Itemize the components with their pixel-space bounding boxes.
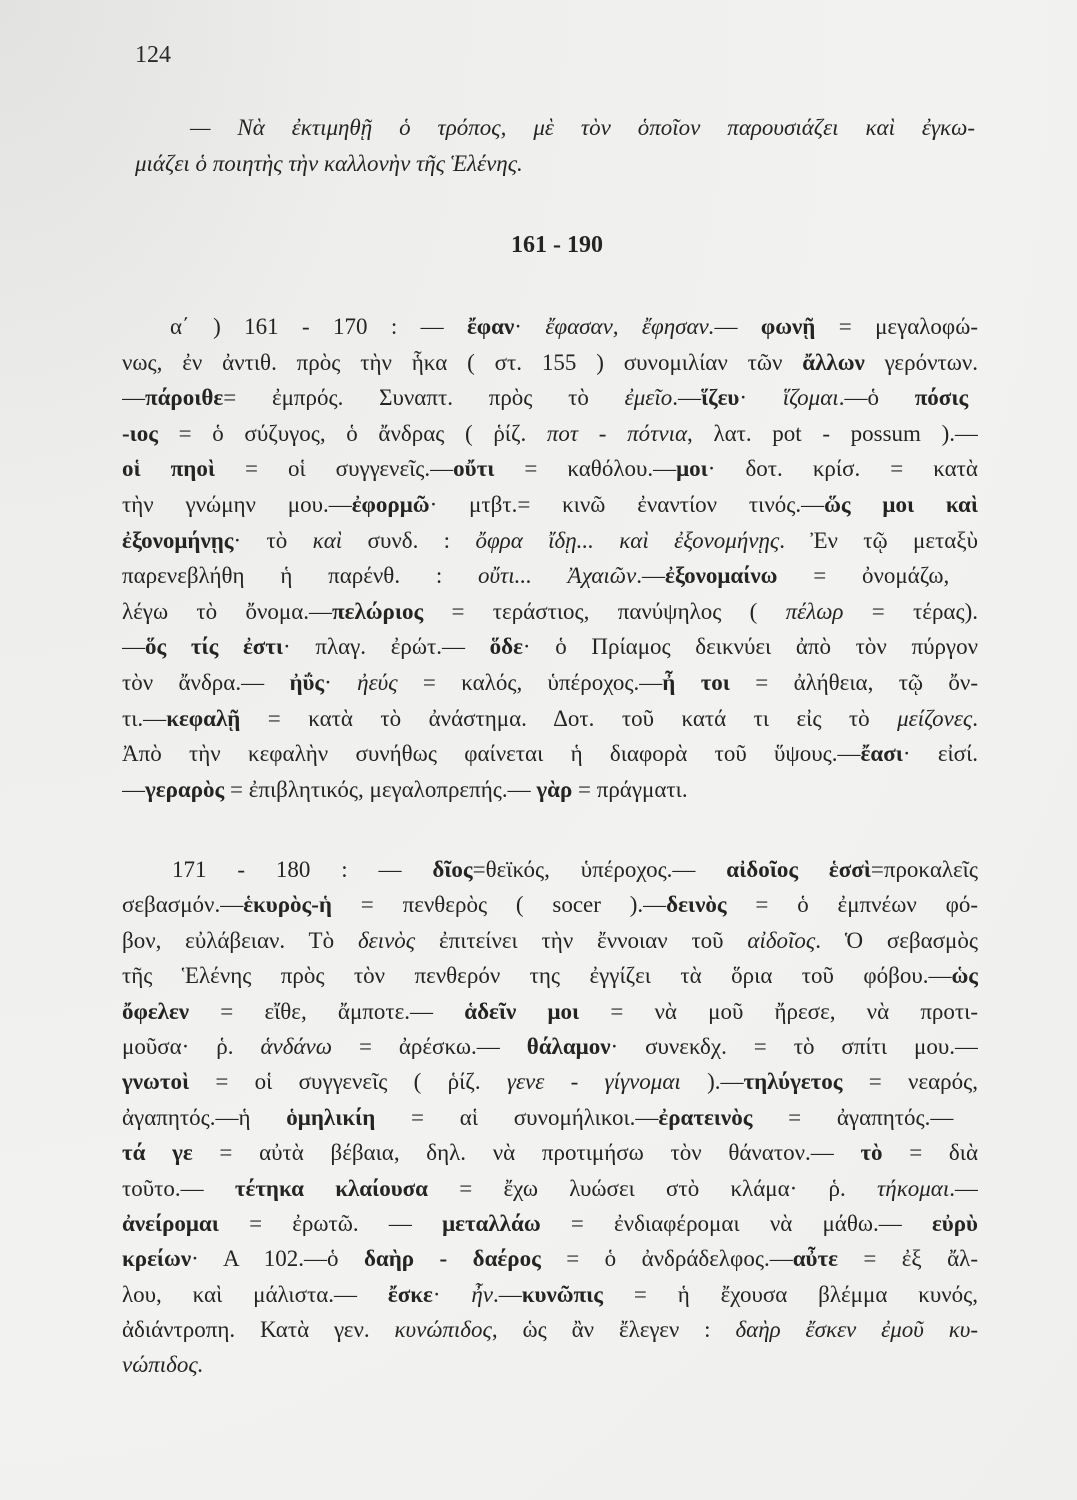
bold-term: ἵζευ bbox=[700, 385, 740, 411]
line-text bbox=[122, 634, 978, 659]
bold-term: τά γε bbox=[122, 1140, 193, 1166]
text-run: α΄ ) 161 - 170 : — bbox=[170, 314, 467, 339]
text-run: = ἀλήθεια, τῷ ὄν- bbox=[729, 669, 978, 695]
text-run: = κατὰ τὸ ἀνάστημα. Δοτ. τοῦ κατά τι εἰς τὸ bbox=[240, 705, 898, 731]
text-run: = νεαρός, bbox=[842, 1069, 978, 1095]
italic-text: δαὴρ ἔσκεν ἐμοῦ κυ- bbox=[735, 1317, 978, 1343]
text-line bbox=[122, 1277, 978, 1312]
text-line bbox=[122, 994, 978, 1029]
text-line bbox=[122, 736, 978, 772]
italic-text: ἔφασαν, ἔφησαν. bbox=[545, 314, 715, 339]
text-line bbox=[122, 558, 978, 594]
line-text bbox=[122, 1034, 978, 1059]
text-run: = καθόλου.— bbox=[494, 456, 677, 482]
bold-term: δαὴρ - δαέρος bbox=[363, 1246, 541, 1272]
text-run: .— bbox=[636, 563, 665, 589]
line-text bbox=[122, 1176, 978, 1201]
italic-text: κυνώπιδος bbox=[394, 1317, 492, 1343]
bold-term: ἔσκε bbox=[387, 1281, 433, 1307]
italic-text: ποτ - πότνια bbox=[546, 420, 688, 446]
text-run: τὴν γνώμην μου.— bbox=[122, 491, 352, 517]
text-line bbox=[122, 1100, 978, 1135]
text-run: τοῦτο.— bbox=[122, 1175, 235, 1201]
text-run: ).— bbox=[680, 1069, 744, 1095]
bold-term: ὅς τίς ἐστι bbox=[145, 634, 284, 660]
bold-term: τέτηκα κλαίουσα bbox=[234, 1175, 429, 1201]
text-run: · ὁ Πρίαμος δεικνύει ἀπὸ τὸν πύργον bbox=[522, 634, 978, 660]
line-text bbox=[135, 151, 523, 176]
text-run: . Ὁ σεβασμὸς bbox=[815, 927, 978, 953]
bold-term: ὄφελεν bbox=[122, 998, 190, 1024]
line-text bbox=[122, 1105, 953, 1130]
bold-term: κρείων bbox=[122, 1246, 192, 1272]
text-run: τι.— bbox=[122, 705, 167, 731]
bold-term: τηλύγετος bbox=[743, 1069, 843, 1095]
text-line bbox=[122, 1029, 978, 1064]
line-text bbox=[122, 492, 978, 517]
bold-term: εὐρὺ bbox=[931, 1210, 978, 1236]
bold-term: δῖος bbox=[432, 857, 473, 882]
text-line bbox=[135, 110, 975, 146]
line-text bbox=[122, 528, 978, 553]
bold-term: ἐφορμῶ bbox=[351, 491, 430, 517]
text-run: = πράγματι. bbox=[572, 776, 688, 802]
italic-text: γενε - γίγνομαι bbox=[506, 1069, 681, 1095]
text-run: · δοτ. κρίσ. = κατὰ bbox=[707, 456, 978, 482]
text-run: 171 - 180 : — bbox=[172, 857, 433, 882]
text-line bbox=[122, 1135, 978, 1170]
bold-term: ἔασι bbox=[860, 741, 903, 767]
text-line bbox=[122, 665, 978, 701]
text-run: = αὐτὰ βέβαια, δηλ. νὰ προτιμήσω τὸν θάνατον.— bbox=[192, 1140, 861, 1166]
text-run: · πλαγ. ἐρώτ.— bbox=[283, 634, 490, 660]
text-run: · Α 102.—ὁ bbox=[191, 1246, 364, 1272]
bold-term: ἑκυρὸς-ἡ bbox=[243, 892, 332, 918]
text-run: νως, ἐν ἀντιθ. πρὸς τὴν ἧκα ( στ. 155 ) συνομιλίαν τῶν bbox=[122, 349, 803, 375]
text-run: — bbox=[122, 776, 145, 802]
text-run: γερόντων. bbox=[864, 349, 978, 375]
bold-term: αὖτε bbox=[792, 1246, 838, 1272]
bold-term: τὸ bbox=[860, 1140, 883, 1166]
italic-text: αἰδοῖος bbox=[747, 927, 816, 953]
text-run: .— bbox=[672, 385, 701, 411]
text-line bbox=[122, 1241, 978, 1276]
text-run: = ἐξ ἄλ- bbox=[837, 1246, 978, 1272]
text-line bbox=[122, 1171, 978, 1206]
text-line bbox=[135, 146, 975, 182]
text-run: · bbox=[324, 669, 358, 695]
text-run: · bbox=[739, 385, 783, 411]
text-run: , λατ. pot - possum ).— bbox=[687, 420, 978, 446]
text-run: .— bbox=[493, 1281, 522, 1307]
bold-term: μοι bbox=[676, 456, 708, 482]
text-run: λέγω τὸ ὄνομα.— bbox=[122, 598, 333, 624]
text-run: συνδ. : bbox=[342, 527, 476, 553]
bold-term: ἀνείρομαι bbox=[122, 1210, 219, 1236]
text-line bbox=[122, 487, 978, 523]
text-line bbox=[122, 923, 978, 958]
text-run: ἀγαπητός.—ἡ bbox=[122, 1104, 287, 1130]
bold-term: ὁμηλικίη bbox=[286, 1104, 376, 1130]
text-run: . Ἐν τῷ μεταξὺ bbox=[779, 527, 978, 553]
text-run: = τέρας). bbox=[843, 598, 978, 624]
text-line bbox=[122, 1206, 978, 1241]
text-run: μιάζει ὁ ποιητὴς τὴν καλλονὴν τῆς Ἑλένης. bbox=[135, 151, 523, 176]
text-line bbox=[122, 1064, 978, 1099]
text-run: = διὰ bbox=[882, 1140, 978, 1166]
study-question bbox=[135, 110, 975, 182]
text-run: παρενεβλήθη ἡ παρένθ. : bbox=[122, 563, 478, 589]
text-run: , ὡς ἂν ἔλεγεν : bbox=[491, 1317, 736, 1343]
text-line bbox=[122, 629, 978, 665]
line-text bbox=[122, 1317, 978, 1342]
bold-term: μεταλλάω bbox=[442, 1210, 541, 1236]
commentary-paragraph-a bbox=[122, 309, 978, 807]
bold-term: ἐξονομαίνω bbox=[665, 563, 778, 589]
text-line bbox=[122, 345, 978, 381]
italic-text: ὄφρα ἴδῃ... καὶ ἐξονομήνῃς bbox=[475, 527, 780, 553]
text-line bbox=[122, 958, 978, 993]
line-text bbox=[122, 421, 978, 446]
text-run: =προκαλεῖς bbox=[870, 857, 978, 882]
text-run: . bbox=[972, 705, 978, 731]
text-run: · bbox=[432, 1281, 472, 1307]
text-run: = εἴθε, ἄμποτε.— bbox=[189, 998, 465, 1024]
bold-term: πόσις bbox=[914, 385, 969, 411]
text-run: = ὁ ἀνδράδελφος.— bbox=[540, 1246, 793, 1272]
text-run: = ἀρέσκω.— bbox=[331, 1033, 527, 1059]
text-line bbox=[122, 594, 978, 630]
bold-term: πάροιθε bbox=[145, 385, 224, 411]
italic-text: δεινὸς bbox=[357, 927, 416, 953]
text-run: — Νὰ ἐκτιμηθῇ ὁ τρόπος, μὲ τὸν ὁποῖον παρουσιάζει καὶ ἐγκω- bbox=[190, 115, 975, 140]
text-line bbox=[122, 701, 978, 737]
text-run: λου, καὶ μάλιστα.— bbox=[122, 1281, 388, 1307]
bold-term: πελώριος bbox=[332, 598, 424, 624]
text-run: · τὸ bbox=[233, 527, 313, 553]
text-run: =θεϊκός, ὑπέροχος.— bbox=[472, 857, 727, 882]
text-run: = ὁ σύζυγος, ὁ ἄνδρας ( ῥίζ. bbox=[158, 420, 547, 446]
italic-text: ἦν bbox=[471, 1281, 493, 1307]
italic-text: τήκομαι bbox=[877, 1175, 950, 1201]
line-text bbox=[170, 314, 978, 339]
bold-term: ἔφαν bbox=[466, 314, 515, 339]
bold-term: ἄλλων bbox=[802, 349, 865, 375]
text-line bbox=[122, 380, 978, 416]
text-run: = ἔχω λυώσει στὸ κλάμα· ῥ. bbox=[428, 1175, 878, 1201]
text-run: = ὁ ἐμπνέων φό- bbox=[726, 892, 978, 918]
line-text bbox=[122, 350, 978, 375]
text-run: Ἀπὸ τὴν κεφαλὴν συνήθως φαίνεται ἡ διαφορὰ τοῦ ὕψους.— bbox=[122, 741, 861, 767]
bold-term: οὔτι bbox=[453, 456, 495, 482]
text-line bbox=[122, 772, 978, 808]
bold-term: ἦ τοι bbox=[662, 669, 730, 695]
bold-term: ἐξονομήνῃς bbox=[122, 527, 234, 553]
bold-term: δεινὸς bbox=[666, 892, 727, 918]
text-line bbox=[122, 852, 978, 887]
line-text bbox=[122, 1069, 978, 1094]
bold-term: γνωτοὶ bbox=[122, 1069, 190, 1095]
italic-text: ἠεύς bbox=[357, 669, 398, 695]
text-run: · bbox=[514, 314, 546, 339]
italic-text: νώπιδος. bbox=[122, 1352, 204, 1378]
text-run: — bbox=[714, 314, 761, 339]
line-text bbox=[190, 115, 975, 140]
line-text bbox=[122, 892, 978, 917]
text-run: = ἐρωτῶ. — bbox=[218, 1210, 443, 1236]
text-run: = ἐνδιαφέρομαι νὰ μάθω.— bbox=[540, 1210, 932, 1236]
text-line bbox=[122, 523, 978, 559]
text-run: = ἡ ἔχουσα βλέμμα κυνός, bbox=[602, 1281, 978, 1307]
text-run: = καλός, ὑπέροχος.— bbox=[397, 669, 663, 695]
bold-term: ὡς bbox=[951, 963, 978, 989]
text-run: τὸν ἄνδρα.— bbox=[122, 669, 290, 695]
text-run: = νὰ μοῦ ἤρεσε, νὰ προτι- bbox=[579, 998, 978, 1024]
bold-term: ἠΰς bbox=[289, 669, 325, 695]
text-run: σεβασμόν.— bbox=[122, 892, 244, 918]
text-run: = πενθερὸς ( socer ).— bbox=[331, 892, 667, 918]
bold-term: ὥς μοι καὶ bbox=[824, 491, 978, 517]
text-run: .— bbox=[949, 1175, 978, 1201]
bold-term: αἰδοῖος ἑσσὶ bbox=[726, 857, 871, 882]
text-line bbox=[122, 1347, 978, 1382]
bold-term: -ιος bbox=[122, 420, 158, 446]
line-text bbox=[172, 857, 978, 882]
line-text bbox=[122, 1352, 203, 1377]
italic-text: ἐμεῖο bbox=[624, 385, 673, 411]
text-run: = ὀνομάζω, bbox=[777, 563, 950, 589]
italic-text: ἵζομαι bbox=[782, 385, 839, 411]
line-text bbox=[122, 599, 978, 624]
line-text bbox=[122, 963, 978, 988]
text-run: — bbox=[122, 634, 145, 660]
bold-term: κυνῶπις bbox=[521, 1281, 603, 1307]
text-run: βον, εὐλάβειαν. Τὸ bbox=[122, 927, 358, 953]
text-line bbox=[122, 451, 978, 487]
bold-term: θάλαμον bbox=[526, 1033, 611, 1059]
commentary-paragraph-b bbox=[122, 852, 978, 1383]
bold-term: ἐρατεινὸς bbox=[658, 1104, 753, 1130]
text-run: — bbox=[122, 385, 145, 411]
line-text bbox=[122, 777, 688, 802]
text-run: · εἰσί. bbox=[902, 741, 978, 767]
bold-term: οἱ πηοὶ bbox=[122, 456, 215, 482]
italic-text: οὔτι... Ἀχαιῶν bbox=[477, 563, 637, 589]
line-text bbox=[122, 1246, 978, 1271]
text-run: = οἱ συγγενεῖς ( ῥίζ. bbox=[189, 1069, 507, 1095]
italic-text: ἁνδάνω bbox=[260, 1033, 332, 1059]
text-run: = ἐπιβλητικός, μεγαλοπρεπής.— bbox=[224, 776, 537, 802]
text-run: ἀδιάντροπη. Κατὰ γεν. bbox=[122, 1317, 395, 1343]
line-text bbox=[122, 1140, 978, 1165]
line-text bbox=[122, 563, 949, 588]
text-line bbox=[122, 416, 978, 452]
page-number: 124 bbox=[135, 42, 171, 68]
text-run: ἐπιτείνει τὴν ἔννοιαν τοῦ bbox=[415, 927, 748, 953]
bold-term: γεραρὸς bbox=[145, 776, 225, 802]
italic-text: μείζονες bbox=[897, 705, 973, 731]
text-run: = οἱ συγγενεῖς.— bbox=[214, 456, 454, 482]
text-run: · συνεκδχ. = τὸ σπίτι μου.— bbox=[610, 1033, 978, 1059]
line-text bbox=[122, 999, 978, 1024]
bold-term: φωνῇ bbox=[760, 314, 816, 339]
text-run: = ἀγαπητός.— bbox=[752, 1104, 954, 1130]
section-heading: 161 - 190 bbox=[511, 232, 603, 258]
text-line bbox=[122, 887, 978, 922]
text-run: = τεράστιος, πανύψηλος ( bbox=[423, 598, 786, 624]
text-run: = μεγαλοφώ- bbox=[815, 314, 978, 339]
line-text bbox=[122, 385, 968, 410]
line-text bbox=[122, 456, 978, 481]
line-text bbox=[122, 741, 978, 766]
text-run: τῆς Ἑλένης πρὸς τὸν πενθερόν της ἐγγίζει τὰ ὅρια τοῦ φόβου.— bbox=[122, 963, 952, 989]
text-run: = ἐμπρός. Συναπτ. πρὸς τὸ bbox=[223, 385, 625, 411]
line-text bbox=[122, 1282, 978, 1307]
text-line bbox=[122, 309, 978, 345]
line-text bbox=[122, 670, 978, 695]
text-run: .—ὁ bbox=[838, 385, 915, 411]
line-text bbox=[122, 706, 978, 731]
line-text bbox=[122, 1211, 978, 1236]
bold-term: ὅδε bbox=[489, 634, 523, 660]
bold-term: ἁδεῖν μοι bbox=[464, 998, 580, 1024]
text-run: · μτβτ.= κινῶ ἐναντίον τινός.— bbox=[429, 491, 825, 517]
text-line bbox=[122, 1312, 978, 1347]
line-text bbox=[122, 928, 978, 953]
bold-term: κεφαλῇ bbox=[166, 705, 241, 731]
italic-text: πέλωρ bbox=[785, 598, 844, 624]
text-run: μοῦσα· ῥ. bbox=[122, 1033, 261, 1059]
italic-text: καὶ bbox=[312, 527, 343, 553]
bold-term: γὰρ bbox=[536, 776, 573, 802]
text-run: = αἱ συνομήλικοι.— bbox=[375, 1104, 659, 1130]
